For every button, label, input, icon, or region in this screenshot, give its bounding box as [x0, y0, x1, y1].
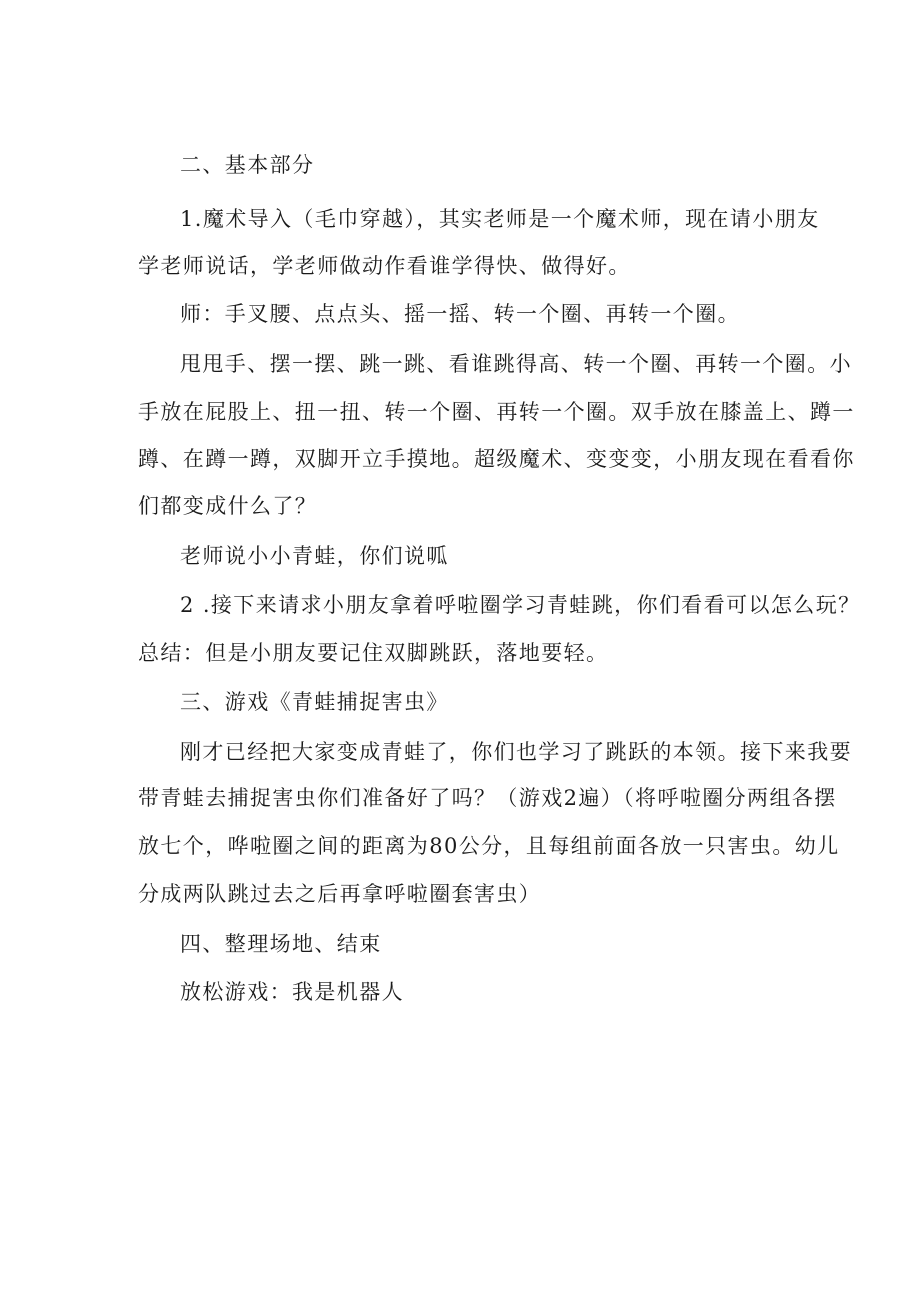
paragraph-line: 带青蛙去捕捉害虫你们准备好了吗？（游戏2遍）（将呼啦圈分两组各摆	[138, 786, 837, 810]
paragraph-line: 老师说小小青蛙，你们说呱	[180, 544, 449, 568]
paragraph-line: 甩甩手、摆一摆、跳一跳、看谁跳得高、转一个圈、再转一个圈。小	[180, 352, 852, 376]
paragraph-line: 2 .接下来请求小朋友拿着呼啦圈学习青蛙跳，你们看看可以怎么玩？	[180, 593, 861, 617]
paragraph-line: 分成两队跳过去之后再拿呼啦圈套害虫）	[138, 882, 542, 906]
section-heading-game: 三、游戏《青蛙捕捉害虫》	[180, 690, 449, 714]
paragraph-line: 刚才已经把大家变成青蛙了，你们也学习了跳跃的本领。接下来我要	[180, 740, 852, 764]
paragraph-line: 师：手叉腰、点点头、摇一摇、转一个圈、再转一个圈。	[180, 302, 740, 326]
paragraph-line: 放松游戏：我是机器人	[180, 980, 404, 1004]
paragraph-line: 们都变成什么了？	[138, 494, 318, 518]
paragraph-line: 放七个，哗啦圈之间的距离为80公分，且每组前面各放一只害虫。幼儿	[138, 834, 840, 858]
paragraph-line: 学老师说话，学老师做动作看谁学得快、做得好。	[138, 254, 631, 278]
paragraph-line: 蹲、在蹲一蹲，双脚开立手摸地。超级魔术、变变变，小朋友现在看看你	[138, 447, 855, 471]
section-heading-end: 四、整理场地、结束	[180, 932, 382, 956]
paragraph-line: 手放在屁股上、扭一扭、转一个圈、再转一个圈。双手放在膝盖上、蹲一	[138, 400, 855, 424]
paragraph-line: 总结：但是小朋友要记住双脚跳跃，落地要轻。	[138, 641, 609, 665]
paragraph-line: 1.魔术导入（毛巾穿越），其实老师是一个魔术师，现在请小朋友	[180, 207, 820, 231]
section-heading-basic: 二、基本部分	[180, 153, 315, 177]
